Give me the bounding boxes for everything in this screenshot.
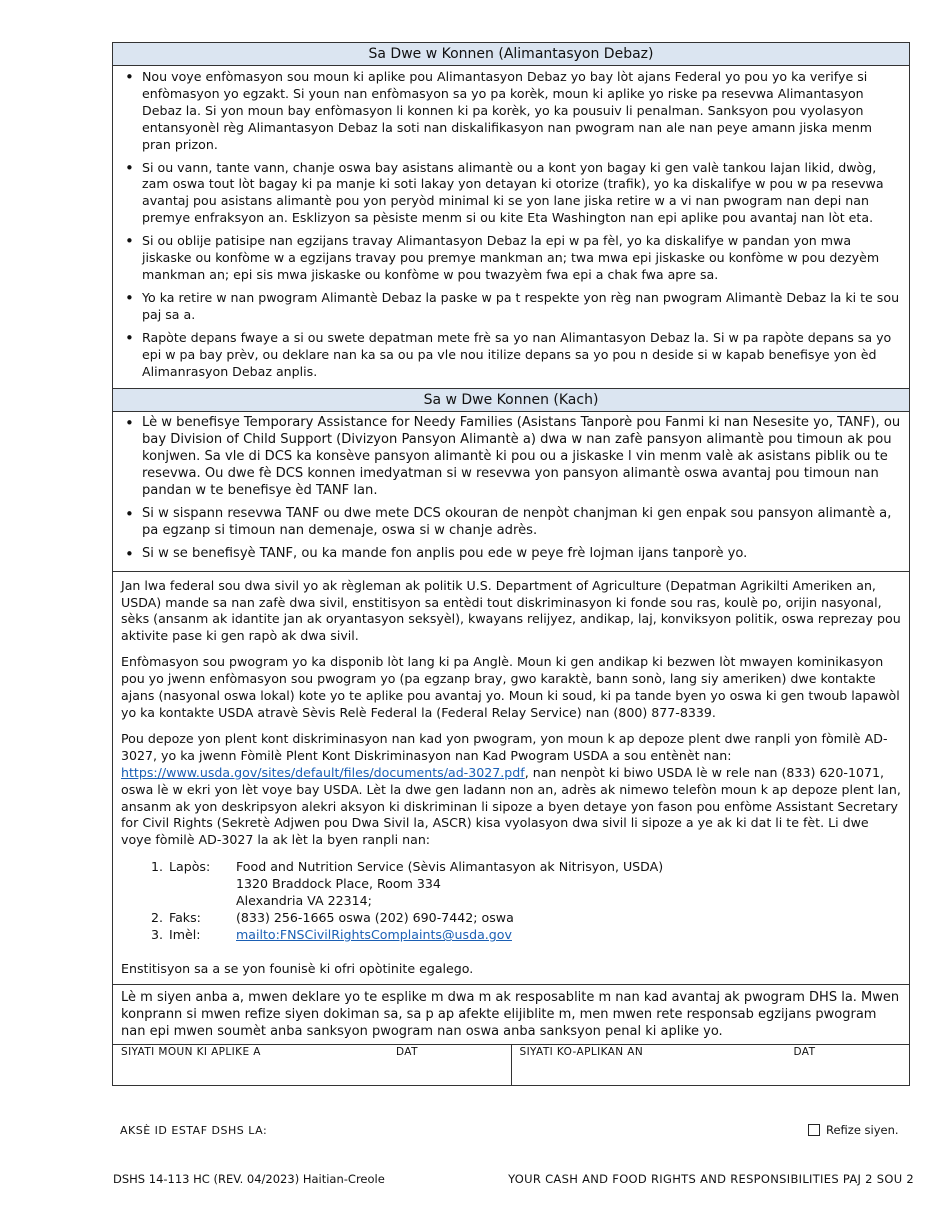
nondiscrimination-paragraph: Jan lwa federal sou dwa sivil yo ak règleman ak politik U.S. Department of Agriculture (Depatman Agrikilti Ameriken an, USDA) mande sa nan zafè dwa sivil, enstitisyon sa entèdi tout diskriminasyon ki fonde sou ras, koulè po, orijin nasyonal, sèks (ansanm ak idantite jan ak oryantasyon seksyèl), kwayans relijyez, andikap, laj, konviksyon politik, oswa reprezay pou aktivite pase ki gen rapò ak dwa sivil. [121, 577, 901, 644]
date-label: DAT [793, 1046, 816, 1059]
list-item: • Nou voye enfòmasyon sou moun ki aplike pou Alimantasyon Debaz yo bay lòt ajans Federal yo pou yo ka verifye si enfòmasyon yo egzakt. Si youn nan enfòmasyon sa yo pa korèk, moun ki aplike yo riske pa resevwa Alimantasyon Debaz la. Si yon moun bay enfòmasyon li konnen ki pa korèk, yo ka pousuiv li penalman. Sanksyon pou vyolasyon entansyonèl règ Alimantasyon Debaz la soti nan diskalifikasyon nan pwogram nan ale nan peye amann jiska menm pran prizon. [121, 69, 901, 154]
contact-mail: 1. Lapòs: Food and Nutrition Service (Sèvis Alimantasyon ak Nitrisyon, USDA) 1320 Braddock Place, Room 334 Alexandria VA 22314; [150, 859, 664, 909]
list-item: • Si ou vann, tante vann, chanje oswa bay asistans alimantè ou a kont yon bagay ki gen valè tankou lajan likid, dwòg, zam oswa tout lòt bagay ki pa manje ki soti lakay yon detayan ki otorize (trafik), yo ka diskalifye w pou w pa resevwa avantaj pou asistans alimantè pou yon peryòd minimal ki se yon lane jiska retire w a vi nan pwogram nan depi nan premye enfraksyon an. Esklizyon sa pèsiste menm si ou kite Eta Washington nan epi aplike pou avantaj nan lòt eta. [121, 160, 901, 228]
list-item: • Si ou oblije patisipe nan egzijans travay Alimantasyon Debaz la epi w pa fèl, yo ka diskalifye w pandan yon mwa jiskaske ou konfòme w a egzijans travay pou premye mankman an; twa mwa epi jiskaske ou konfòme w pou dezyèm mankman an; epi sis mwa jiskaske ou konfòme w pou twazyèm fwa epi a chak fwa apre sa. [121, 233, 901, 284]
checkbox-icon[interactable] [808, 1124, 820, 1136]
alt-formats-paragraph: Enfòmasyon sou pwogram yo ka disponib lòt lang ki pa Anglè. Moun ki gen andikap ki bezwen lòt mwayen kominikasyon pou yo jwenn enfòmasyon sou pwogram yo (pa egzanp bray, gwo karaktè, bann sonò, lang siy ameriken) dwe kontakte ajans (nasyonal oswa lokal) kote yo te aplike pou avantaj yo. Moun ki soud, ki pa tande byen yo oswa ki gen twoub lapawòl yo ka kontakte USDA atravè Sèvis Relè Federal la (Federal Relay Service) nan (800) 877-8339. [121, 654, 900, 720]
equal-opportunity-statement: Enstitisyon sa a se yon founisè ki ofri opòtinite egalego. [121, 961, 474, 977]
list-item: • Yo ka retire w nan pwogram Alimantè Debaz la paske w pa t respekte yon règ nan pwogram Alimantè Debaz la ki te sou paj sa a. [121, 290, 901, 324]
rights-form [112, 42, 910, 1086]
section-basic-food [113, 66, 909, 389]
section-cash [113, 412, 909, 571]
applicant-signature-field[interactable]: SIYATI MOUN KI APLIKE A DAT [121, 1046, 418, 1059]
complaint-paragraph [121, 731, 901, 849]
form-id: DSHS 14-113 HC (REV. 04/2023) Haitian-Creole [113, 1172, 385, 1186]
refuse-label: Refize siyen. [826, 1123, 899, 1137]
contact-fax: 2. Faks: (833) 256-1665 oswa (202) 690-7442; oswa [150, 910, 514, 926]
footer-title: YOUR CASH AND FOOD RIGHTS AND RESPONSIBILITIES PAJ 2 SOU 2 [508, 1172, 914, 1186]
complaint-text-end: , nan nenpòt ki biwo USDA lè w rele nan (833) 620-1071, oswa lè w ekri yon lèt voye bay USDA. Lèt la dwe gen ladann non an, adrès ak nimewo telefòn moun k ap depoze plent lan, ansanm ak yon deskripsyon alekri aksyon ki diskriminan li sipoze a byen detaye yon fason pou enfòme Assistant Secretary for Civil Rights (Sekretè Adjwen pou Dwa Sivil la, ASCR) kisa vyolasyon dwa sivil li sipoze a ye ak ki dat li te fèt. Li dwe voye fòmilè AD-3027 la ak lèt la byen ranpli nan: [121, 764, 901, 848]
attestation: Lè m siyen anba a, mwen deklare yo te esplike m dwa m ak resposablite m nan kad avantaj ak pwogram DHS la. Mwen konprann si mwen refize siyen dokiman sa, sa p ap afekte elijiblite m, men mwen rete responsab egzijans pwogram nan epi mwen soumèt anba sanksyon pwogram nan oswa anba sanksyon penal ki aplike yo. [121, 990, 900, 1040]
coapplicant-signature-field[interactable]: SIYATI KO-APLIKAN AN DAT [511, 1045, 910, 1085]
signature-row [113, 1044, 909, 1085]
list-item: • Rapòte depans fwaye a si ou swete depatman mete frè sa yo nan Alimantasyon Debaz la. Si w pa rapòte depans sa yo epi w pa bay prèv, ou deklare nan ka sa ou pa vle nou itilize depans sa yo pou n deside si w kapab benefisye yon èd Alimanrasyon Debaz anplis. [121, 330, 901, 381]
list-item: • Si w se benefisyè TANF, ou ka mande fon anplis pou ede w peye frè lojman ijans tanporè yo. [121, 546, 901, 563]
section-title-cash: Sa w Dwe Konnen (Kach) [113, 389, 909, 412]
contact-list [121, 858, 901, 943]
staff-id-label: AKSÈ ID ESTAF DSHS LA: [120, 1124, 268, 1137]
list-item: • Si w sispann resevwa TANF ou dwe mete DCS okouran de nenpòt chanjman ki gen enpak sou pansyon alimantè a, pa egzanp si timoun nan demenaje, oswa si w chanje adrès. [121, 506, 901, 540]
ad-3027-link[interactable]: https://www.usda.gov/sites/default/files/documents/ad-3027.pdf [121, 764, 525, 780]
contact-email: 3. Imèl: mailto:FNSCivilRightsComplaints@usda.gov [150, 927, 512, 943]
email-link[interactable]: mailto:FNSCivilRightsComplaints@usda.gov [236, 927, 512, 943]
section-title-basic-food: Sa Dwe w Konnen (Alimantasyon Debaz) [113, 43, 909, 66]
complaint-text-start: Pou depoze yon plent kont diskriminasyon nan kad yon pwogram, yon moun k ap depoze plent dwe ranpli yon fòmilè AD-3027, yo ka jwenn Fòmilè Plent Kont Diskriminasyon nan Kad Pwogram USDA a sou entènèt nan: [121, 730, 888, 763]
refuse-to-sign-checkbox[interactable] [808, 1123, 899, 1137]
date-label: DAT [396, 1046, 418, 1059]
nondiscrimination-statement [113, 572, 909, 986]
list-item: • Lè w benefisye Temporary Assistance for Needy Families (Asistans Tanporè pou Fanmi ki nan Nesesite yo, TANF), ou bay Division of Child Support (Divizyon Pansyon Alimantè a) dwa w nan zafè pansyon alimantè pou timoun ak pou konjwen. Sa vle di DCS ka konsève pansyon alimantè ki pou ou a jiskaske l vin menm valè ak asistans piblik ou te resevwa. Ou dwe fè DCS konnen imedyatman si w resevwa yon pansyon alimantè oswa avantaj pou timoun nan pandan w te benefisye èd TANF lan. [121, 415, 901, 500]
